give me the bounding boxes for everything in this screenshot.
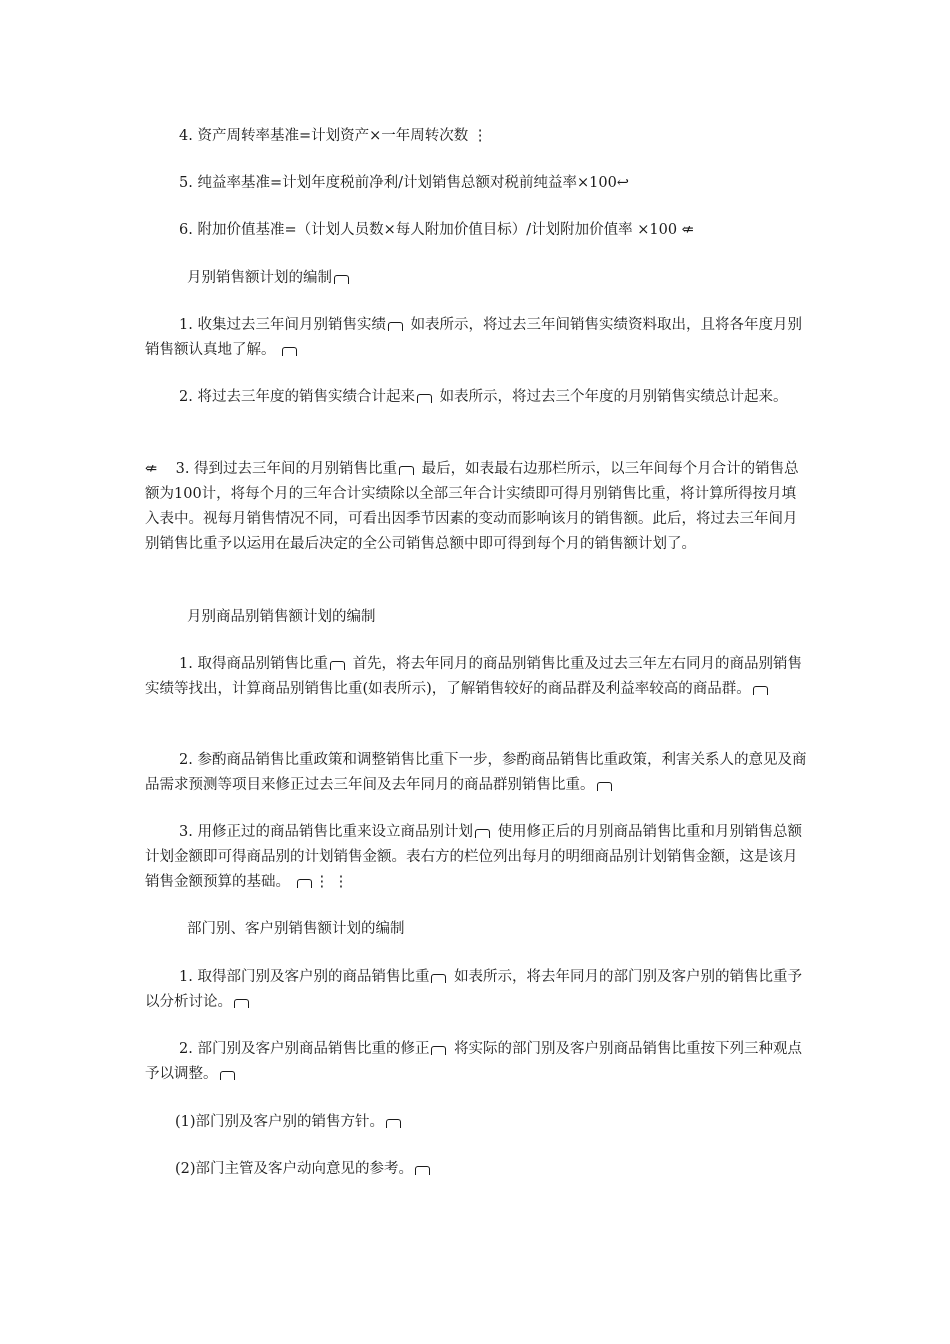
- heading-product-sales-plan: [145, 605, 810, 630]
- paragraph-mark: ⋮: [472, 128, 488, 144]
- heading-text: 月别商品别销售额计划的编制: [187, 609, 376, 625]
- heading-monthly-sales-plan: [145, 266, 810, 291]
- paragraph-department-adjust: [145, 1037, 810, 1087]
- paragraph-mark: [386, 1119, 401, 1128]
- paragraph-mark: [330, 661, 345, 670]
- list-item-opinion-reference: [145, 1157, 810, 1182]
- paragraph-text: 将实际的部门别及客户别商品销售比重按下列三种观点予以调整。: [145, 1041, 803, 1082]
- paragraph-mark: ⇍: [681, 222, 694, 238]
- paragraph-added-value: [145, 218, 810, 243]
- paragraph-lead: 3. 得到过去三年间的月别销售比重: [175, 461, 398, 477]
- paragraph-mark: [431, 1046, 446, 1055]
- paragraph-monthly-ratio: [145, 457, 810, 557]
- paragraph-text: 如表所示，将过去三个年度的月别销售实绩总计起来。: [439, 389, 788, 405]
- paragraph-mark: [399, 466, 414, 475]
- paragraph-mark: ⇍: [145, 461, 158, 477]
- paragraph-lead: 2. 部门别及客户别商品销售比重的修正: [179, 1041, 430, 1057]
- paragraph-text: 如表所示，将去年同月的部门别及客户别的销售比重予以分析讨论。: [145, 969, 803, 1010]
- paragraph-lead: 1. 取得商品别销售比重: [179, 656, 328, 672]
- paragraph-sum-sales: [145, 385, 810, 410]
- paragraph-mark: [220, 1071, 235, 1080]
- list-item-text: (1)部门别及客户别的销售方针。: [175, 1114, 385, 1130]
- paragraph-department-ratio: [145, 965, 810, 1015]
- paragraph-product-plan: [145, 820, 810, 895]
- paragraph-text: 最后，如表最右边那栏所示，以三年间每个月合计的销售总额为100计，将每个月的三年合计实绩除以全部三年合计实绩即可得月别销售比重，将计算所得按月填入表中。视每月销售情况不同，可看出因季节因素的变动而影响该月的销售额。此后，将过去三年间月别销售比重予以运用在最后决定的全公司销售总额中即可得到每个月的销售额计划了。: [145, 461, 799, 552]
- list-item-text: (2)部门主管及客户动向意见的参考。: [175, 1161, 414, 1177]
- paragraph-mark: [388, 322, 403, 331]
- paragraph-lead: 1. 收集过去三年间月别销售实绩: [179, 317, 386, 333]
- paragraph-text: 使用修正后的月别商品销售比重和月别销售总额计划金额即可得商品别的计划销售金额。表右方的栏位列出每月的明细商品别计划销售金额，这是该月销售金额预算的基础。: [145, 824, 803, 890]
- paragraph-text: 6. 附加价值基准=（计划人员数×每人附加价值目标）/计划附加价值率 ×100: [179, 222, 678, 238]
- paragraph-mark: [753, 686, 768, 695]
- heading-text: 部门别、客户别销售额计划的编制: [187, 921, 405, 937]
- heading-department-sales-plan: [145, 917, 810, 942]
- paragraph-mark: [597, 782, 612, 791]
- paragraph-mark: [334, 275, 349, 284]
- paragraph-mark: [417, 394, 432, 403]
- paragraph-asset-turnover: [145, 124, 810, 149]
- paragraph-lead: 1. 取得部门别及客户别的商品销售比重: [179, 969, 430, 985]
- paragraph-text: 4. 资产周转率基准=计划资产×一年周转次数: [179, 128, 469, 144]
- paragraph-mark: ⋮ ⋮: [314, 874, 349, 890]
- paragraph-text: 首先，将去年同月的商品别销售比重及过去三年左右同月的商品别销售实绩等找出，计算商品别销售比重(如表所示)，了解销售较好的商品群及利益率较高的商品群。: [145, 656, 803, 697]
- heading-text: 月别销售额计划的编制: [187, 270, 332, 286]
- paragraph-mark: ↩: [616, 175, 629, 191]
- paragraph-mark: [297, 879, 312, 888]
- list-item-sales-policy: [145, 1110, 810, 1135]
- paragraph-mark: [475, 829, 490, 838]
- paragraph-adjust-ratio: [145, 748, 810, 798]
- paragraph-mark: [282, 347, 297, 356]
- paragraph-mark: [431, 974, 446, 983]
- paragraph-mark: [234, 999, 249, 1008]
- paragraph-mark: [415, 1166, 430, 1175]
- paragraph-lead: 3. 用修正过的商品销售比重来设立商品别计划: [179, 824, 473, 840]
- paragraph-net-profit-rate: [145, 171, 810, 196]
- paragraph-text: 如表所示，将过去三年间销售实绩资料取出，且将各年度月别销售额认真地了解。: [145, 317, 803, 358]
- paragraph-product-ratio: [145, 652, 810, 702]
- paragraph-text: 5. 纯益率基准=计划年度税前净利/计划销售总额对税前纯益率×100: [179, 175, 617, 191]
- paragraph-text: 2. 参酌商品销售比重政策和调整销售比重下一步，参酌商品销售比重政策，利害关系人的意见及商品需求预测等项目来修正过去三年间及去年同月的商品群别销售比重。: [145, 752, 807, 793]
- paragraph-collect-sales: [145, 313, 810, 363]
- paragraph-lead: 2. 将过去三年度的销售实绩合计起来: [179, 389, 415, 405]
